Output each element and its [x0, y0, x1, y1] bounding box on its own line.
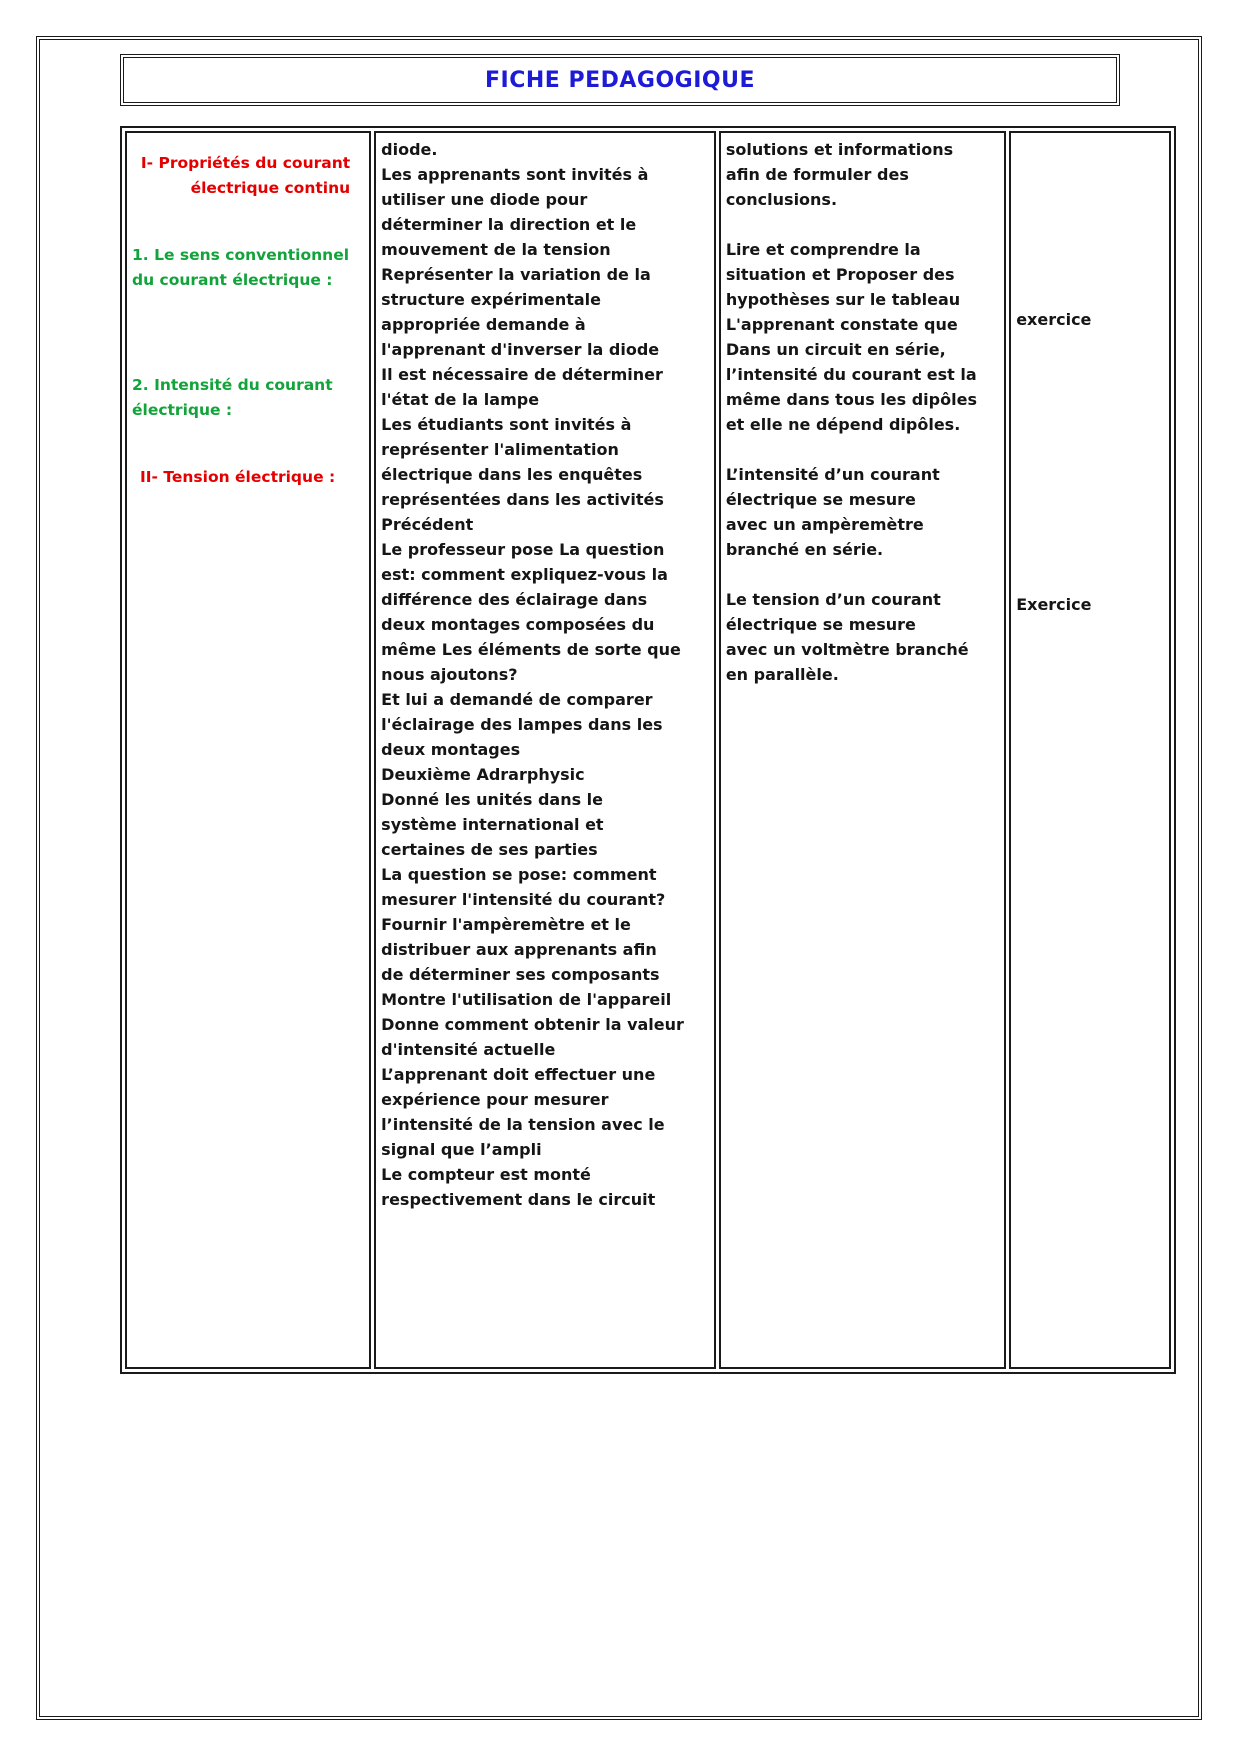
evaluation-cell: [1009, 131, 1171, 1369]
page-title: FICHE PEDAGOGIQUE: [485, 67, 755, 93]
subsection-2-heading: 2. Intensité du courant électrique :: [132, 376, 333, 419]
evaluation-item: Exercice: [1016, 595, 1092, 614]
learner-activities-text: solutions et informations afin de formuler des conclusions. Lire et comprendre la situation et Proposer des hypothèses sur le tableau L'apprenant constate que Dans un circuit en série, l’intensité du courant est la même dans tous les dipôles et elle ne dépend dipôles. L’intensité d’un courant électrique se mesure avec un ampèremètre branché en série. Le tension d’un courant électrique se mesure avec un voltmètre branché en parallèle.: [725, 140, 977, 684]
table-row: [125, 131, 1171, 1369]
section-1-heading: I- Propriétés du courant électrique continu: [140, 154, 351, 197]
evaluation-item: exercice: [1016, 310, 1092, 329]
lesson-table: [120, 126, 1176, 1374]
outline-cell: [125, 131, 371, 1369]
teacher-activities-text: diode. Les apprenants sont invités à utiliser une diode pour déterminer la direction et le mouvement de la tension Représenter la variation de la structure expérimentale appropriée demande à l'apprenant d'inverser la diode Il est nécessaire de déterminer l'état de la lampe Les étudiants sont invités à représenter l'alimentation électrique dans les enquêtes représentées dans les activités Précédent Le professeur pose La question est: comment expliquez-vous la différence des éclairage dans deux montages composées du même Les éléments de sorte que nous ajoutons? Et lui a demandé de comparer l'éclairage des lampes dans les deux montages Deuxième Adrarphysic Donné les unités dans le système international et certaines de ses parties La question se pose: comment mesurer l'intensité du courant? Fournir l'ampèremètre et le distribuer aux apprenants afin de déterminer ses composants Montre l'utilisation de l'appareil Donne comment obtenir la valeur d'intensité actuelle L’apprenant doit effectuer une expérience pour mesurer l’intensité de la tension avec le signal que l’ampli Le compteur est monté respectivement dans le circuit: [381, 140, 684, 1209]
activities-cell: [374, 131, 716, 1369]
learner-cell: [719, 131, 1006, 1369]
title-box: [120, 54, 1120, 106]
section-2-heading: II- Tension électrique :: [140, 468, 336, 486]
subsection-1-heading: 1. Le sens conventionnel du courant électrique :: [132, 246, 350, 289]
